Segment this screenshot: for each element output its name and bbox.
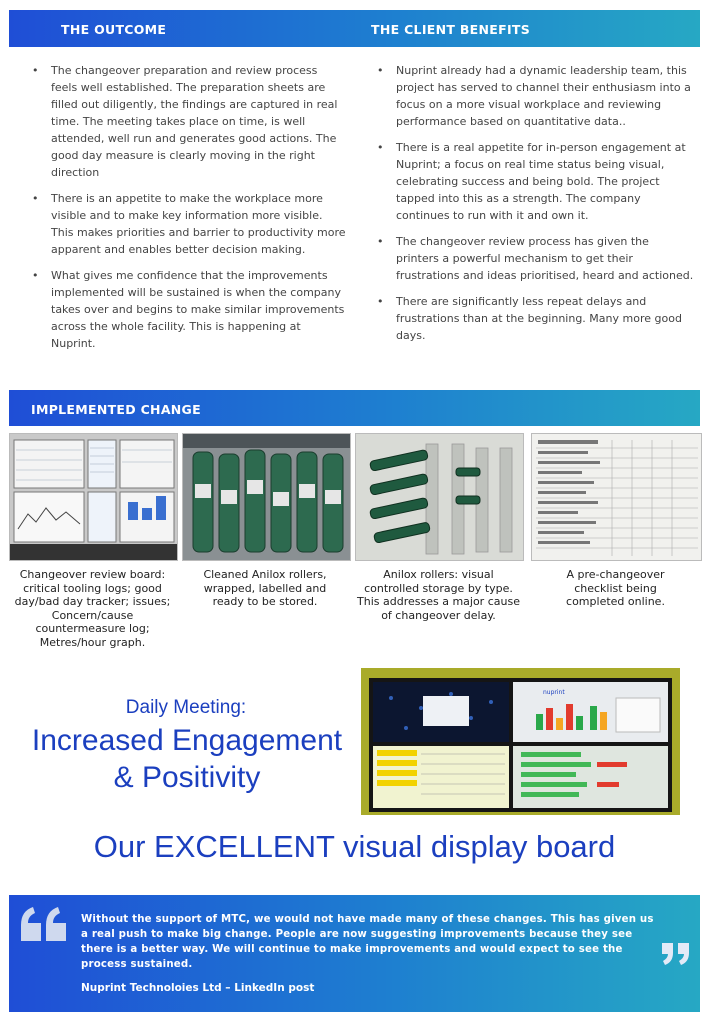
implemented-change-bar (9, 390, 700, 426)
client-benefits-heading: THE CLIENT BENEFITS (371, 22, 531, 37)
testimonial-bar (9, 895, 700, 1012)
benefit-item: • Nuprint already had a dynamic leadership team, this project has served to channel their enthusiasm into a focus on a more visual workplace and reviewing performance based on quantitative data.. (377, 62, 694, 130)
outcome-heading: THE OUTCOME (61, 22, 167, 37)
daily-meeting-title-line2: & Positivity (113, 761, 261, 794)
checklist-photo (531, 433, 702, 561)
implemented-change-heading: IMPLEMENTED CHANGE (31, 402, 201, 417)
header-bar (9, 10, 700, 47)
testimonial-source: Nuprint Technoloies Ltd – LinkedIn post (81, 982, 315, 994)
outcome-item: • What gives me confidence that the improvements implemented will be sustained is when the company takes over and begins to make similar improvements across the whole facility. This is happening at Nuprint. (32, 267, 347, 352)
display-board-photo (361, 668, 680, 815)
checklist-caption: A pre-changeover checklist being completed online. (566, 568, 665, 608)
benefit-item: • There are significantly less repeat delays and frustrations than at the beginning. Many more good days. (377, 293, 694, 344)
benefits-list (377, 62, 694, 353)
daily-meeting-title-line1: Increased Engagement (31, 724, 343, 757)
outcome-list (32, 62, 347, 361)
open-quote-icon (19, 907, 69, 943)
screen-brand-text: nuprint (543, 689, 565, 696)
close-quote-icon (661, 943, 691, 965)
wrapped-rollers-caption: Cleaned Anilox rollers, wrapped, labelled and ready to be stored. (203, 568, 327, 608)
benefit-item: • The changeover review process has given the printers a powerful mechanism to get their frustrations and ideas prioritised, heard and actioned. (377, 233, 694, 284)
roller-storage-caption: Anilox rollers: visual controlled storage by type. This addresses a major cause of changeover delay. (357, 568, 520, 622)
display-board-title: Our EXCELLENT visual display board (93, 829, 616, 864)
daily-meeting-title (14, 722, 360, 796)
review-board-caption: Changeover review board: critical tooling logs; good day/bad day tracker; issues; Concern/cause countermeasure log; Metres/hour graph. (14, 568, 171, 649)
roller-storage-photo (355, 433, 524, 561)
outcome-item: • There is an appetite to make the workplace more visible and to make key information more visible. This makes priorities and barrier to productivity more apparent and enables better decision making. (32, 190, 347, 258)
daily-meeting-subtitle: Daily Meeting: (125, 697, 247, 718)
testimonial-text: Without the support of MTC, we would not have made many of these changes. This has given us a real push to make big change. People are now suggesting improvements because they see there is a better way. We will continue to make improvements and would expect to see the process sustained. (81, 914, 654, 970)
outcome-item: • The changeover preparation and review process feels well established. The preparation sheets are filled out diligently, the findings are captured in real time. The meeting takes place on time, is well attended, well run and generates good actions. The good day measure is clearly moving in the right direction (32, 62, 347, 181)
review-board-photo (9, 433, 178, 561)
wrapped-rollers-photo (182, 433, 351, 561)
benefit-item: • There is a real appetite for in-person engagement at Nuprint; a focus on real time status being visual, celebrating success and being bold. The project tapped into this as a strength. The company continues to run with it and own it. (377, 139, 694, 224)
